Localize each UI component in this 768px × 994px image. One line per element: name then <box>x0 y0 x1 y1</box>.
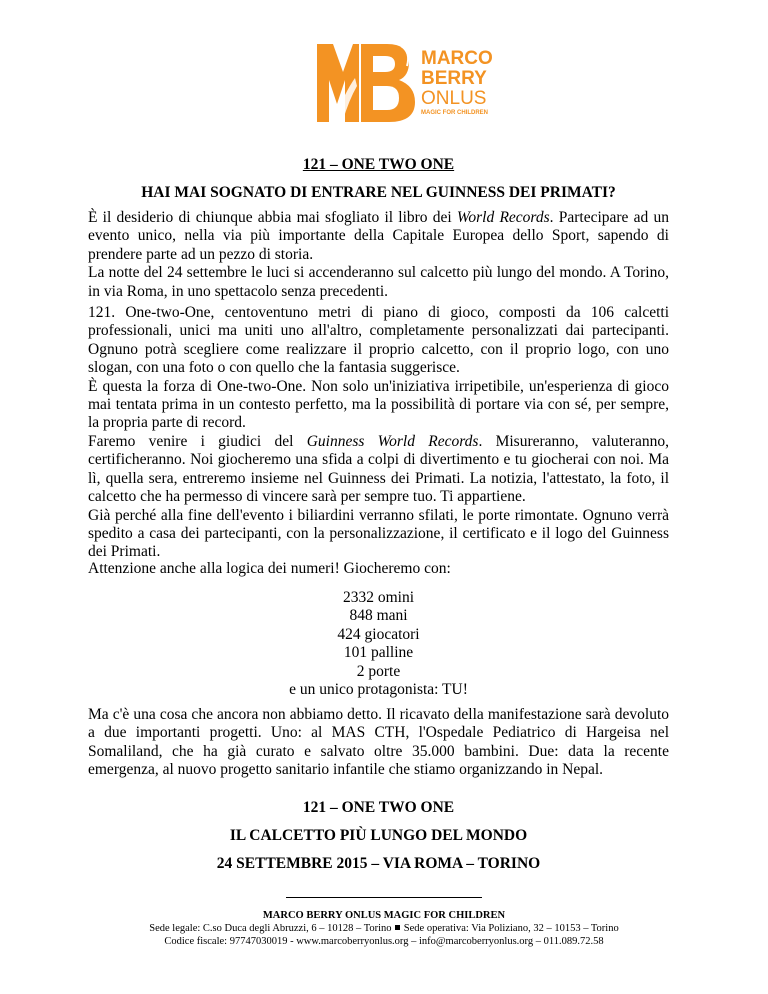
paragraph-1b: La notte del 24 settembre le luci si accenderanno sul calcetto più lungo del mondo. A Torino, in via Roma, in uno spettacolo senza precedenti. <box>88 264 669 300</box>
document-subtitle: HAI MAI SOGNATO DI ENTRARE NEL GUINNESS DEI PRIMATI? <box>141 184 616 201</box>
list-item: 424 giocatori <box>337 625 420 643</box>
footer-contacts: Codice fiscale: 97747030019 - www.marcoberryonlus.org – info@marcoberryonlus.org – 011.089.72.58 <box>164 936 604 947</box>
paragraph-2 <box>88 304 669 433</box>
paragraph-3b: Già perché alla fine dell'evento i biliardini verranno sfilati, le porte rimontate. Ognuno verrà spedito a casa dei partecipanti, con la personalizzazione, il certificato e il logo del Guinness dei Primati. <box>88 506 669 561</box>
closing-title-2: IL CALCETTO PIÙ LUNGO DEL MONDO <box>229 827 528 844</box>
logo-text-marco: MARCO <box>421 48 493 69</box>
footer-divider <box>286 897 482 898</box>
square-bullet-icon <box>395 925 400 930</box>
paragraph-3 <box>88 433 669 562</box>
paragraph-1 <box>88 209 669 301</box>
paragraph-5: Ma c'è una cosa che ancora non abbiamo detto. Il ricavato della manifestazione sarà devoluto a due importanti progetti. Uno: al MAS CTH, l'Ospedale Pediatrico di Hargeisa nel Somaliland, che ha già curato e salvato oltre 35.000 bambini. Due: data la recente emergenza, al nuovo progetto sanitario infantile che stiamo organizzando in Nepal. <box>88 706 669 779</box>
footer-org-name: MARCO BERRY ONLUS MAGIC FOR CHILDREN <box>262 910 506 921</box>
paragraph-3a: Faremo venire i giudici del Guinness World Records. Misureranno, valuteranno, certificheranno. Noi giocheremo una sfida a colpi di divertimento e tu giocherai con noi. Ma lì, quella sera, entreremo insieme nel Guinness dei Primati. La notizia, l'attestato, la foto, il calcetto che ha permesso di vincere sarà per sempre tuo. Ti appartiene. <box>88 433 669 506</box>
paragraph-1a: È il desiderio di chiunque abbia mai sfogliato il libro dei World Records. Partecipare ad un evento unico, nella via più importante della Capitale Europea dello Sport, sapendo di prendere parte ad un pezzo di storia. <box>88 209 669 263</box>
paragraph-2a: 121. One-two-One, centoventuno metri di piano di gioco, composti da 106 calcetti professionali, unici ma uniti uno all'altro, completamente personalizzati dai partecipanti. Ognuno potrà scegliere come realizzare il proprio calcetto, con il proprio logo, con uno slogan, con una foto o con quello che la fantasia suggerisce. <box>88 304 669 377</box>
marco-berry-logo <box>315 42 493 124</box>
logo-text-onlus: ONLUS <box>421 88 487 109</box>
list-item: 848 mani <box>349 607 408 625</box>
list-item: 2 porte <box>356 662 401 680</box>
logo-tagline: MAGIC FOR CHILDREN <box>421 110 488 116</box>
logo-text-berry: BERRY <box>421 68 487 89</box>
list-item: e un unico protagonista: TU! <box>289 681 468 699</box>
list-item: 2332 omini <box>342 589 415 606</box>
document-title: 121 – ONE TWO ONE <box>302 156 455 173</box>
paragraph-4: Attenzione anche alla logica dei numeri! Giocheremo con: <box>88 560 451 577</box>
paragraph-2b: È questa la forza di One-two-One. Non solo un'iniziativa irripetibile, un'esperienza di gioco mai tentata prima in un contesto perfetto, ma la possibilità di portare via con sé, per sempre, la propria parte di record. <box>88 377 669 432</box>
closing-title-1: 121 – ONE TWO ONE <box>302 799 455 816</box>
closing-title-3: 24 SETTEMBRE 2015 – VIA ROMA – TORINO <box>216 855 541 872</box>
footer-addresses: Sede legale: C.so Duca degli Abruzzi, 6 – 10128 – Torino Sede operativa: Via Poliziano, 32 – 10153 – Torino <box>149 923 619 934</box>
list-item: 101 palline <box>343 644 414 662</box>
numbers-list <box>88 589 669 699</box>
